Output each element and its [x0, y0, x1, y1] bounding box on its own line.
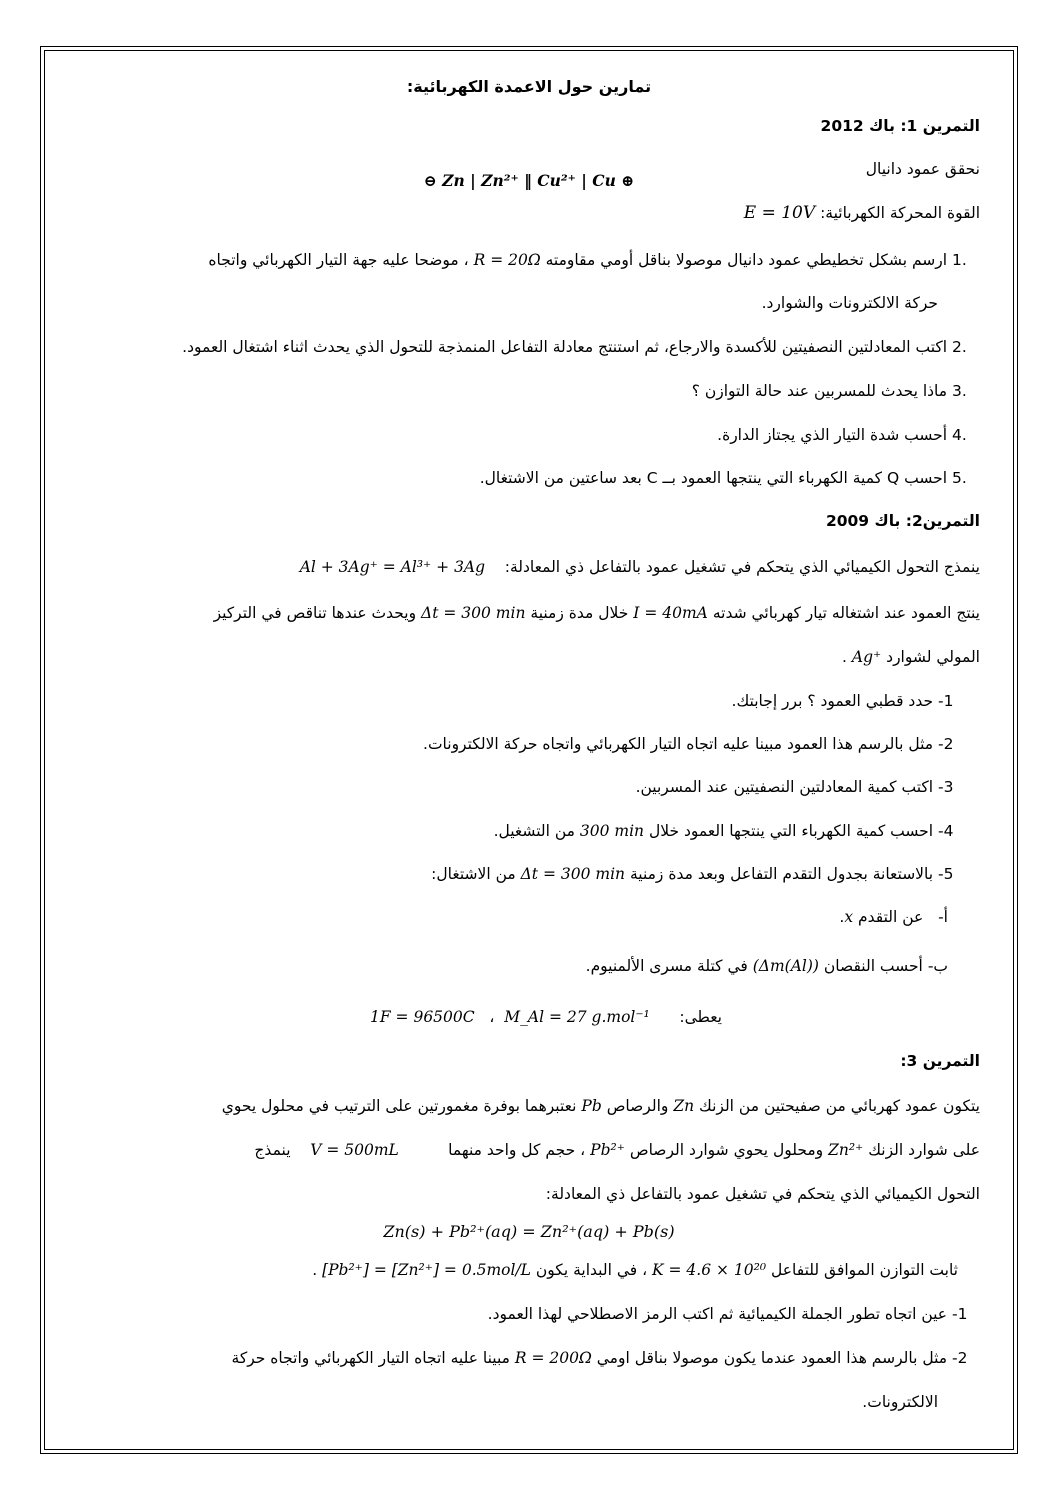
ex2-given-label: يعطى: — [679, 1008, 722, 1026]
ex1-q3-text: ماذا يحدث للمسربين عند حالة التوازن ؟ — [691, 382, 948, 400]
ex2-given — [78, 1006, 722, 1028]
ex2-q3 — [78, 776, 966, 798]
ex3-para4-d: . — [312, 1261, 318, 1279]
ex2-qb-text-b: في كتلة مسرى الألمنيوم. — [585, 957, 748, 975]
ex1-q2-text: اكتب المعادلتين النصفيتين للأكسدة والارجاع، ثم استنتج معادلة التفاعل المنمذجة للتحول الذي يحدث اثناء اشتغال العمود. — [182, 338, 948, 356]
ex2-q4-text-b: من التشغيل. — [493, 822, 575, 840]
ex3-initial-concentrations: [Pb²⁺] = [Zn²⁺] = 0.5mol/L — [322, 1261, 531, 1279]
ex1-q5-text: احسب Q كمية الكهرباء التي ينتجها العمود بــ C بعد ساعتين من الاشتغال. — [479, 469, 948, 487]
ex2-q2-number: -2 — [938, 735, 954, 753]
ex3-q1-number: -1 — [952, 1305, 968, 1323]
ex3-para2-a: على شوارد الزنك — [868, 1141, 980, 1159]
ex1-q3 — [78, 380, 980, 402]
ex3-lead-ion: Pb²⁺ — [590, 1141, 625, 1159]
ex2-q5-number: -5 — [938, 865, 954, 883]
ex1-q1-cont: حركة الالكترونات والشوارد. — [761, 294, 938, 312]
ex2-qa-x: x — [844, 908, 854, 926]
ex3-para4-a: ثابت التوازن الموافق للتفاعل — [771, 1261, 958, 1279]
ex3-equation: Zn(s) + Pb²⁺(aq) = Zn²⁺(aq) + Pb(s) — [383, 1222, 675, 1241]
ex2-duration: Δt = 300 min — [421, 604, 526, 622]
ex1-q1-resistance: R = 20Ω — [473, 251, 541, 269]
ex2-qb — [78, 955, 948, 977]
ex3-q2-resistance: R = 200Ω — [514, 1349, 592, 1367]
ex2-q4-text-a: احسب كمية الكهرباء التي ينتجها العمود خلال — [648, 822, 934, 840]
ex2-equation: Al + 3Ag⁺ = Al³⁺ + 3Ag — [299, 558, 486, 576]
ex1-q4 — [78, 424, 980, 446]
ex3-equilibrium-constant: K = 4.6 × 10²⁰ — [652, 1261, 767, 1279]
ex2-q5-text-a: بالاستعانة بجدول التقدم التفاعل وبعد مدة زمنية — [629, 865, 934, 883]
ex2-q4-number: -4 — [938, 822, 954, 840]
ex2-qa-dot: . — [839, 908, 845, 926]
ex2-q1 — [78, 690, 966, 712]
ex2-para1-a: ينتج العمود عند اشتغاله تيار كهربائي شدته — [712, 604, 980, 622]
ex3-zinc: Zn — [673, 1097, 695, 1115]
ex3-q1-text: عين اتجاه تطور الجملة الكيميائية ثم اكتب الرمز الاصطلاحي لهذا العمود. — [487, 1305, 948, 1323]
ex2-heading: التمرين2: باك 2009 — [825, 512, 980, 530]
ex3-zinc-ion: Zn²⁺ — [828, 1141, 864, 1159]
ex1-emf — [78, 202, 980, 224]
ex1-q1 — [78, 249, 980, 271]
emf-label: القوة المحركة الكهربائية: — [820, 204, 980, 222]
ex1-cell-notation — [78, 170, 980, 192]
ex2-para1-c: ويحدث عندها تناقص في التركيز — [213, 604, 417, 622]
ex1-q3-number: 3. — [952, 382, 967, 400]
ex2-q5 — [78, 863, 966, 885]
ex3-heading: التمرين 3: — [900, 1052, 980, 1070]
ex3-volume: V = 500mL — [310, 1141, 399, 1159]
ex2-intro-text: ينمذج التحول الكيميائي الذي يتحكم في تشغيل عمود بالتفاعل ذي المعادلة: — [504, 558, 980, 576]
ex3-q2-cont: الالكترونات. — [862, 1393, 938, 1411]
ex3-para1-b: والرصاص — [606, 1097, 669, 1115]
ex2-para2-a: المولي لشوارد — [886, 648, 980, 666]
ex2-para2-b: . — [842, 648, 847, 666]
ex1-q5 — [78, 467, 980, 489]
ex2-qb-text-a: أحسب النقصان — [823, 957, 923, 975]
ex2-given-molar-mass: M_Al = 27 g.mol⁻¹ — [504, 1008, 650, 1026]
ex1-q1-number: 1. — [952, 251, 967, 269]
ex3-para3: التحول الكيميائي الذي يتحكم في تشغيل عمود بالتفاعل ذي المعادلة: — [545, 1185, 980, 1203]
ex3-equation-line — [78, 1221, 980, 1243]
ex1-q2-number: 2. — [952, 338, 967, 356]
ex2-given-sep: ، — [489, 1008, 495, 1026]
ex2-q1-text: حدد قطبي العمود ؟ برر إجابتك. — [731, 692, 934, 710]
cell-notation: ⊖ Zn | Zn²⁺ ‖ Cu²⁺ | Cu ⊕ — [423, 171, 635, 190]
ex3-para2 — [78, 1139, 980, 1161]
ex3-q2-number: -2 — [952, 1349, 968, 1367]
ex1-q1-text-a: ارسم بشكل تخطيطي عمود دانيال موصولا بناقل أومي مقاومته — [545, 251, 948, 269]
ex3-para2-b: ومحلول يحوي شوارد الرصاص — [629, 1141, 824, 1159]
ex2-para2 — [78, 646, 980, 668]
ex3-q1 — [78, 1303, 980, 1325]
ex2-q4 — [78, 820, 966, 842]
ex2-qb-mass-loss: (Δm(Al)) — [752, 957, 819, 975]
ex2-silver-ion: Ag⁺ — [851, 648, 882, 666]
ex1-q1-text-b: ، موضحا عليه جهة التيار الكهربائي واتجاه — [208, 251, 469, 269]
ex1-q5-number: 5. — [952, 469, 967, 487]
ex2-q3-text: اكتب كمية المعادلتين النصفيتين عند المسربين. — [635, 778, 934, 796]
ex2-q2 — [78, 733, 966, 755]
ex2-qb-number: ب- — [927, 957, 948, 975]
ex3-lead: Pb — [581, 1097, 602, 1115]
ex2-current: I = 40mA — [633, 604, 708, 622]
ex1-q4-number: 4. — [952, 426, 967, 444]
ex2-q3-number: -3 — [938, 778, 954, 796]
ex2-given-faraday: 1F = 96500C — [370, 1008, 475, 1026]
ex2-para1 — [78, 602, 980, 624]
ex1-intro: نحقق عمود دانيال — [865, 160, 980, 178]
ex2-para1-b: خلال مدة زمنية — [530, 604, 629, 622]
ex3-para4 — [78, 1259, 958, 1281]
ex1-q4-text: أحسب شدة التيار الذي يجتاز الدارة. — [717, 426, 948, 444]
ex3-para2-c: ، حجم كل واحد منهما — [448, 1141, 586, 1159]
ex2-qa-text: عن التقدم — [858, 908, 924, 926]
ex3-para4-b: ، في البداية يكون — [535, 1261, 648, 1279]
ex2-q4-time: 300 min — [579, 822, 645, 840]
ex1-heading: التمرين 1: باك 2012 — [820, 117, 980, 135]
ex2-q1-number: -1 — [938, 692, 954, 710]
ex1-q2 — [78, 336, 980, 358]
ex2-intro — [78, 556, 980, 578]
ex3-para2-d: ينمذج — [254, 1141, 291, 1159]
ex2-q2-text: مثل بالرسم هذا العمود مبينا عليه اتجاه التيار الكهربائي واتجاه حركة الالكترونات. — [423, 735, 934, 753]
ex3-q2-text-a: مثل بالرسم هذا العمود عندما يكون موصولا بناقل اومي — [596, 1349, 948, 1367]
ex2-qa — [78, 906, 948, 928]
ex2-q5-duration: Δt = 300 min — [520, 865, 626, 883]
emf-value: E = 10V — [743, 203, 816, 223]
ex3-q2-text-b: مبينا عليه اتجاه التيار الكهربائي واتجاه حركة — [231, 1349, 510, 1367]
ex3-para1 — [78, 1095, 980, 1117]
ex2-qa-number: أ- — [938, 908, 948, 926]
ex3-para1-c: نعتبرهما بوفرة مغمورتين على الترتيب في محلول يحوي — [221, 1097, 577, 1115]
ex2-q5-text-b: من الاشتغال: — [431, 865, 516, 883]
ex3-para1-a: يتكون عمود كهربائي من صفيحتين من الزنك — [699, 1097, 980, 1115]
ex3-q2 — [78, 1347, 980, 1369]
page-title: تمارين حول الاعمدة الكهربائية: — [406, 77, 652, 96]
